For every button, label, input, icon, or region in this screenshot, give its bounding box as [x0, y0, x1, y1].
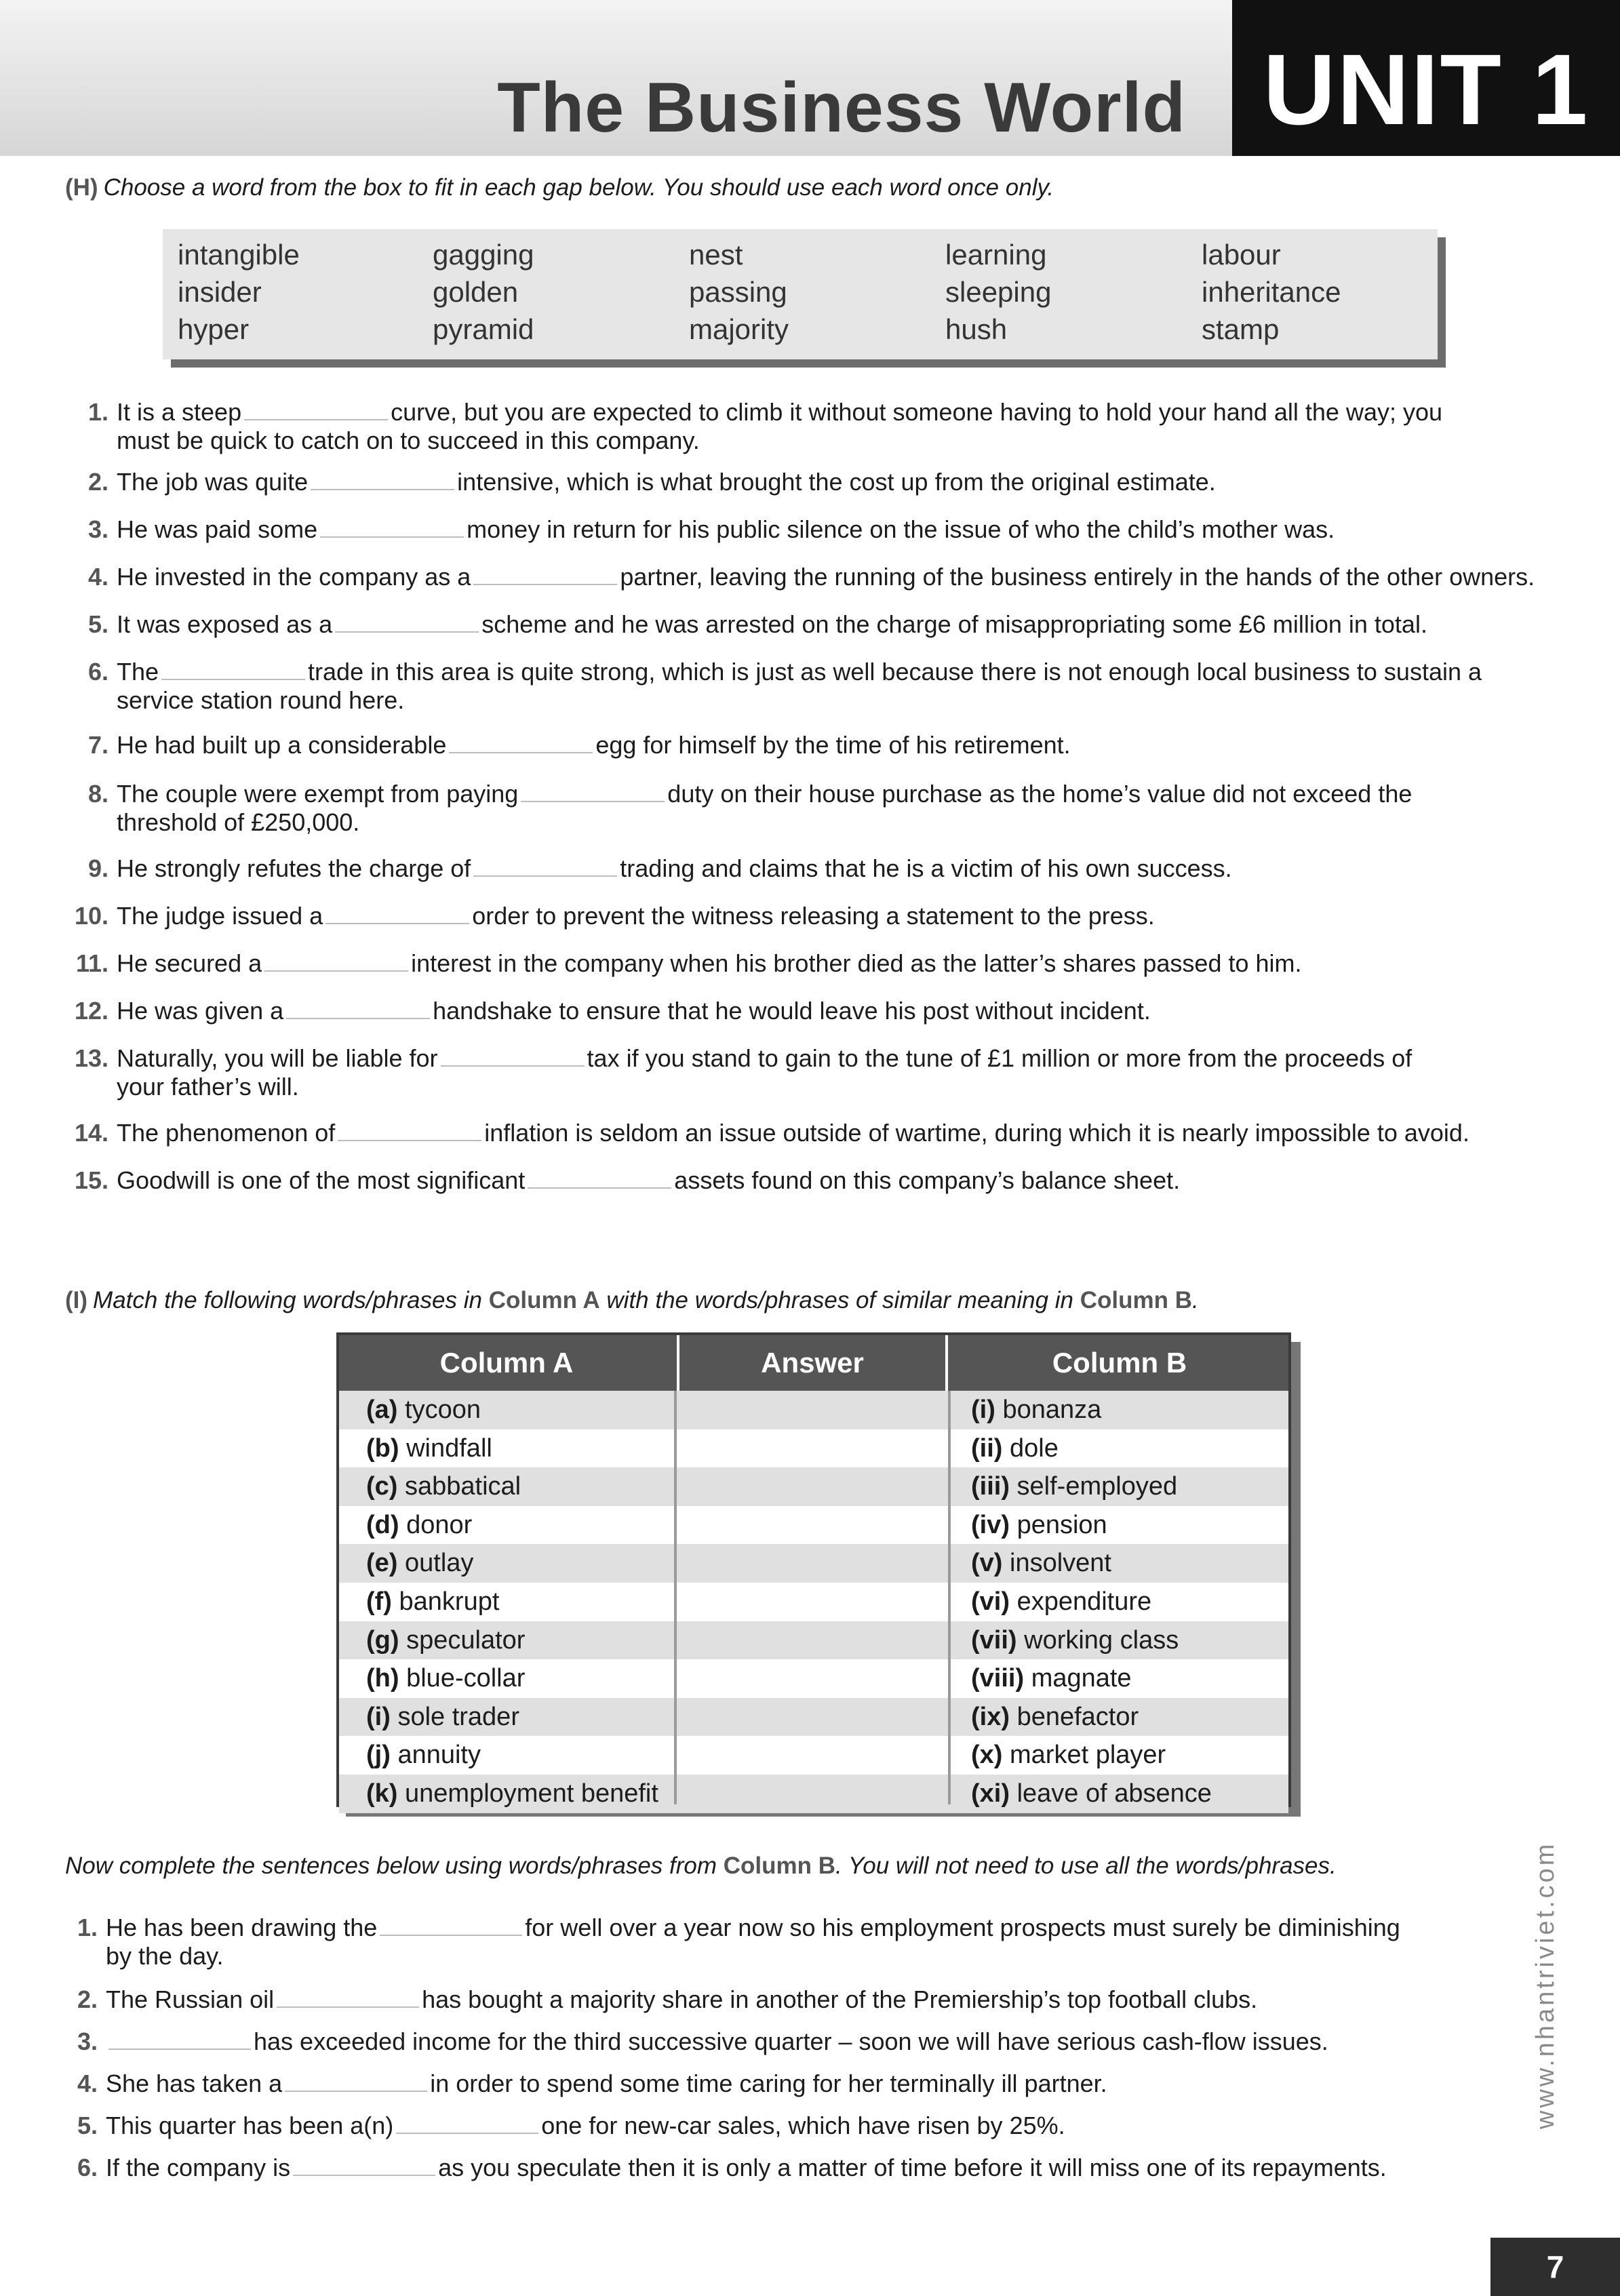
word-box-item: insider [178, 276, 262, 308]
column-b-text: magnate [1031, 1664, 1132, 1693]
table-row [339, 1583, 1288, 1621]
column-a-cell [366, 1391, 481, 1429]
word-box-item: labour [1202, 239, 1281, 271]
column-divider [948, 1391, 951, 1804]
column-a-cell [366, 1775, 658, 1813]
sentence-number: 3. [87, 515, 108, 543]
column-b-key: (ix) [971, 1702, 1010, 1731]
sentence-item [71, 1044, 1562, 1101]
column-b-text: market player [1010, 1741, 1166, 1770]
section-h-instruction-text: Choose a word from the box to fit in each gap below. You should use each word once only. [103, 174, 1054, 201]
sentence-text-before: He invested in the company as a [117, 563, 471, 591]
column-b-text: self-employed [1016, 1472, 1178, 1501]
answer-blank[interactable] [325, 908, 469, 924]
column-a-text: windfall [406, 1433, 492, 1463]
answer-blank[interactable] [528, 1172, 671, 1189]
sentence-number: 6. [77, 2154, 98, 2181]
answer-blank[interactable] [293, 2160, 435, 2176]
answer-blank[interactable] [244, 404, 388, 420]
sentence-number: 2. [87, 468, 108, 496]
answer-blank[interactable] [320, 521, 464, 538]
word-box-item: gagging [433, 239, 534, 271]
column-b-ref: Column B [723, 1853, 836, 1879]
sentence-text-after: has exceeded income for the third successive quarter – soon we will have serious cash-flow issues. [254, 2027, 1328, 2055]
sentence-text-before: The Russian oil [106, 1985, 275, 2013]
sentence-text-before: It was exposed as a [117, 610, 333, 638]
column-a-key: (h) [366, 1664, 399, 1693]
website-url: www.nhantriviet.com [1531, 1841, 1560, 2129]
word-box-item: passing [689, 276, 787, 308]
column-a-header: Column A [439, 1347, 574, 1379]
column-a-key: (a) [366, 1396, 398, 1424]
column-b-key: (v) [971, 1549, 1003, 1578]
column-b-key: (x) [971, 1741, 1003, 1770]
column-a-text: blue-collar [406, 1664, 526, 1693]
sentence-continuation: must be quick to catch on to succeed in this company. [117, 427, 700, 454]
table-row [339, 1698, 1288, 1737]
complete-instruction [65, 1853, 1337, 1880]
sentence-text-before: This quarter has been a(n) [106, 2112, 394, 2139]
section-i-label: (I) [65, 1287, 88, 1313]
sentence-item [71, 949, 1562, 978]
answer-blank[interactable] [441, 1050, 585, 1067]
table-header [339, 1335, 1288, 1391]
sentence-text-after: scheme and he was arrested on the charge of misappropriating some £6 million in total. [481, 610, 1427, 638]
sentence-item [71, 731, 1562, 759]
sentence-item [60, 2027, 1552, 2056]
sentence-text-after: partner, leaving the running of the business entirely in the hands of the other owners. [620, 563, 1535, 591]
table-row [339, 1429, 1288, 1468]
sentence-text-after: interest in the company when his brother died as the latter’s shares passed to him. [411, 949, 1302, 977]
column-a-text: speculator [406, 1625, 526, 1655]
table-row [339, 1736, 1288, 1775]
word-box-item: inheritance [1202, 276, 1341, 308]
column-a-cell [366, 1621, 525, 1660]
sentence-text-after: trading and claims that he is a victim of his own success. [620, 854, 1232, 882]
sentence-text-after: money in return for his public silence on the issue of who the child’s mother was. [467, 515, 1335, 543]
answer-blank[interactable] [521, 786, 665, 802]
column-a-cell [366, 1544, 473, 1583]
sentence-text-before: He was paid some [117, 515, 318, 543]
sentence-item [60, 2112, 1552, 2140]
sentence-text-after: in order to spend some time caring for her terminally ill partner. [430, 2070, 1107, 2097]
sentence-text-before: Goodwill is one of the most significant [117, 1166, 526, 1194]
column-b-key: (ii) [971, 1433, 1003, 1463]
sentence-continuation: threshold of £250,000. [117, 808, 360, 836]
answer-blank[interactable] [335, 616, 479, 633]
column-b-text: expenditure [1016, 1587, 1152, 1616]
sentence-item [71, 398, 1562, 455]
column-a-key: (g) [366, 1625, 399, 1655]
sentence-number: 4. [77, 2070, 98, 2097]
sentence-text-after: order to prevent the witness releasing a statement to the press. [472, 902, 1155, 930]
column-a-cell [366, 1506, 472, 1545]
sentence-item [60, 2154, 1552, 2182]
column-a-key: (f) [366, 1587, 392, 1616]
sentence-item [71, 563, 1562, 591]
page-title: The Business World [497, 68, 1186, 147]
column-b-key: (iv) [971, 1510, 1010, 1539]
table-row [339, 1659, 1288, 1698]
instruction-text: . You will not need to use all the words/phrases. [835, 1853, 1337, 1879]
answer-cell[interactable] [679, 1621, 948, 1660]
sentence-text-after: curve, but you are expected to climb it without someone having to hold your hand all the way; you [391, 398, 1443, 426]
sentence-number: 2. [77, 1985, 98, 2013]
column-a-text: outlay [405, 1549, 474, 1578]
sentence-number: 11. [75, 949, 108, 977]
word-box-item: pyramid [433, 313, 534, 345]
unit-label: UNIT 1 [1263, 34, 1589, 146]
answer-cell[interactable] [679, 1429, 948, 1468]
sentence-number: 10. [74, 902, 108, 930]
table-row [339, 1467, 1288, 1506]
column-b-cell [971, 1659, 1132, 1698]
answer-cell[interactable] [679, 1467, 948, 1506]
sentence-continuation: by the day. [106, 1942, 224, 1970]
column-b-ref: Column B [1080, 1287, 1193, 1313]
instruction-text: Match the following words/phrases in [93, 1287, 482, 1313]
sentence-item [71, 610, 1562, 639]
sentence-text-after: intensive, which is what brought the cost up from the original estimate. [457, 468, 1216, 496]
column-a-key: (b) [366, 1433, 399, 1463]
answer-blank[interactable] [396, 2118, 538, 2134]
word-box-item: majority [689, 313, 789, 345]
column-a-key: (k) [366, 1779, 398, 1808]
sentence-item [71, 468, 1562, 496]
column-b-text: bonanza [1002, 1396, 1102, 1424]
sentence-text-after: one for new-car sales, which have risen by 25%. [541, 2112, 1065, 2139]
sentence-number: 13. [74, 1044, 108, 1072]
column-a-text: bankrupt [399, 1587, 500, 1616]
sentence-text-before: He has been drawing the [106, 1914, 378, 1941]
column-b-cell [971, 1736, 1166, 1775]
sentence-item [60, 1985, 1552, 2014]
table-row [339, 1544, 1288, 1583]
unit-box [1232, 0, 1620, 156]
sentence-text-after: handshake to ensure that he would leave his post without incident. [433, 997, 1151, 1025]
column-a-key: (d) [366, 1510, 399, 1539]
answer-blank[interactable] [449, 737, 593, 753]
column-a-text: unemployment benefit [405, 1779, 658, 1808]
sentence-text-before: He was given a [117, 997, 284, 1025]
sentence-number: 14. [74, 1119, 108, 1147]
sentence-text-after: for well over a year now so his employment prospects must surely be diminishing [525, 1914, 1400, 1941]
section-h-instruction [65, 174, 1054, 201]
table-row [339, 1621, 1288, 1660]
sentence-text-before: He had built up a considerable [117, 731, 447, 759]
sentence-text-before: The couple were exempt from paying [117, 780, 519, 808]
sentence-number: 5. [87, 610, 108, 638]
answer-blank[interactable] [277, 1992, 419, 2008]
sentence-text-before: The phenomenon of [117, 1119, 336, 1147]
answer-cell[interactable] [679, 1391, 948, 1429]
answer-cell[interactable] [679, 1775, 948, 1813]
column-a-key: (i) [366, 1702, 391, 1731]
table-row [339, 1775, 1288, 1813]
sentence-text-before: He secured a [117, 949, 262, 977]
column-a-key: (e) [366, 1549, 398, 1578]
sentence-continuation: service station round here. [117, 686, 405, 714]
answer-blank[interactable] [338, 1125, 481, 1141]
answer-blank[interactable] [473, 569, 617, 585]
sentence-text-before: She has taken a [106, 2070, 283, 2097]
sentence-item [71, 997, 1562, 1025]
column-b-text: insolvent [1010, 1549, 1111, 1578]
column-b-cell [971, 1391, 1101, 1429]
answer-cell[interactable] [679, 1736, 948, 1775]
column-a-key: (c) [366, 1472, 398, 1501]
column-divider [674, 1391, 677, 1804]
column-a-cell [366, 1736, 481, 1775]
answer-blank[interactable] [108, 2034, 251, 2050]
sentence-item [71, 780, 1562, 837]
answer-blank[interactable] [473, 860, 617, 877]
column-a-text: sole trader [397, 1702, 519, 1731]
sentence-text-before: It is a steep [117, 398, 242, 426]
column-b-cell [971, 1506, 1107, 1545]
answer-cell[interactable] [679, 1506, 948, 1545]
column-b-cell [971, 1583, 1151, 1621]
word-box-item: learning [945, 239, 1047, 271]
match-table [336, 1332, 1291, 1807]
sentence-number: 1. [87, 398, 108, 426]
answer-blank[interactable] [380, 1920, 522, 1936]
word-box-item: stamp [1202, 313, 1280, 345]
sentence-number: 6. [87, 658, 108, 686]
table-row [339, 1391, 1288, 1429]
page-header [0, 0, 1620, 156]
column-b-key: (iii) [971, 1472, 1010, 1501]
page-number: 7 [1490, 2238, 1620, 2296]
word-box-item: hyper [178, 313, 250, 345]
column-b-key: (viii) [971, 1664, 1025, 1693]
column-a-ref: Column A [488, 1287, 600, 1313]
word-grid [178, 236, 1425, 348]
sentence-text-after: duty on their house purchase as the home’s value did not exceed the [667, 780, 1412, 808]
sentence-item [60, 2070, 1552, 2098]
column-b-cell [971, 1429, 1059, 1468]
sentence-item [71, 854, 1562, 883]
column-a-text: donor [406, 1510, 473, 1539]
column-b-text: working class [1024, 1625, 1179, 1655]
column-b-cell [971, 1621, 1179, 1660]
answer-blank[interactable] [264, 955, 408, 972]
answer-blank[interactable] [285, 2076, 427, 2092]
sentence-number: 15. [74, 1166, 108, 1194]
word-box-item: intangible [178, 239, 300, 271]
column-a-cell [366, 1429, 492, 1468]
sentence-text-after: inflation is seldom an issue outside of wartime, during which it is nearly impossible to avoid. [484, 1119, 1469, 1147]
sentence-number: 7. [87, 731, 108, 759]
sentence-text-after: egg for himself by the time of his retirement. [595, 731, 1071, 759]
answer-cell[interactable] [679, 1583, 948, 1621]
sentence-continuation: your father’s will. [117, 1073, 299, 1101]
sentence-number: 8. [87, 780, 108, 808]
word-box [163, 229, 1438, 359]
instruction-text: with the words/phrases of similar meaning in [606, 1287, 1074, 1313]
column-a-text: annuity [397, 1741, 481, 1770]
sentence-text-after: trade in this area is quite strong, which is just as well because there is not enough local business to sustain a [308, 658, 1482, 686]
column-b-text: leave of absence [1016, 1779, 1212, 1808]
section-h-label: (H) [65, 174, 98, 201]
word-box-item: golden [433, 276, 519, 308]
column-a-text: sabbatical [405, 1472, 521, 1501]
answer-blank[interactable] [286, 1003, 430, 1019]
answer-blank[interactable] [161, 664, 305, 680]
sentence-number: 4. [87, 563, 108, 591]
column-b-text: pension [1016, 1510, 1107, 1539]
instruction-text: . [1192, 1287, 1199, 1313]
word-box-item: nest [689, 239, 743, 271]
sentence-item [71, 515, 1562, 544]
column-b-key: (xi) [971, 1779, 1010, 1808]
column-a-cell [366, 1698, 519, 1737]
answer-blank[interactable] [311, 474, 454, 490]
column-b-cell [971, 1544, 1111, 1583]
sentence-text-after: as you speculate then it is only a matter of time before it will miss one of its repayments. [438, 2154, 1387, 2181]
column-b-key: (vii) [971, 1625, 1017, 1655]
column-a-text: tycoon [405, 1396, 481, 1424]
column-b-cell [971, 1775, 1212, 1813]
sentence-item [71, 902, 1562, 930]
word-box-item: sleeping [945, 276, 1052, 308]
sentence-text-after: has bought a majority share in another of the Premiership’s top football clubs. [422, 1985, 1258, 2013]
answer-cell[interactable] [679, 1544, 948, 1583]
sentence-number: 9. [87, 854, 108, 882]
sentence-number: 1. [77, 1914, 98, 1941]
table-row [339, 1506, 1288, 1545]
sentence-number: 5. [77, 2112, 98, 2139]
instruction-text: Now complete the sentences below using words/phrases from [65, 1853, 717, 1879]
column-b-cell [971, 1698, 1139, 1737]
answer-cell[interactable] [679, 1698, 948, 1737]
sentence-item [71, 658, 1562, 715]
column-b-text: dole [1010, 1433, 1059, 1463]
column-a-cell [366, 1583, 499, 1621]
column-a-cell [366, 1659, 525, 1698]
sentence-text-after: assets found on this company’s balance sheet. [674, 1166, 1181, 1194]
sentence-text-before: If the company is [106, 2154, 291, 2181]
sentence-number: 3. [77, 2027, 98, 2055]
column-b-key: (i) [971, 1396, 995, 1424]
word-box-item: hush [945, 313, 1008, 345]
sentence-item [60, 1914, 1552, 1971]
sentence-item [71, 1119, 1562, 1147]
sentence-text-before: The job was quite [117, 468, 309, 496]
sentence-text-after: tax if you stand to gain to the tune of £1 million or more from the proceeds of [587, 1044, 1412, 1072]
sentence-text-before: He strongly refutes the charge of [117, 854, 471, 882]
column-a-key: (j) [366, 1741, 391, 1770]
sentence-text-before: The judge issued a [117, 902, 323, 930]
column-a-cell [366, 1467, 521, 1506]
answer-cell[interactable] [679, 1659, 948, 1698]
column-b-cell [971, 1467, 1177, 1506]
section-i-instruction [65, 1287, 1199, 1314]
column-b-header: Column B [1052, 1347, 1187, 1379]
sentence-number: 12. [74, 997, 108, 1025]
sentence-text-before: The [117, 658, 159, 686]
column-b-key: (vi) [971, 1587, 1010, 1616]
answer-header: Answer [677, 1335, 948, 1391]
column-b-text: benefactor [1016, 1702, 1139, 1731]
sentence-text-before: Naturally, you will be liable for [117, 1044, 438, 1072]
sentence-item [71, 1166, 1562, 1195]
